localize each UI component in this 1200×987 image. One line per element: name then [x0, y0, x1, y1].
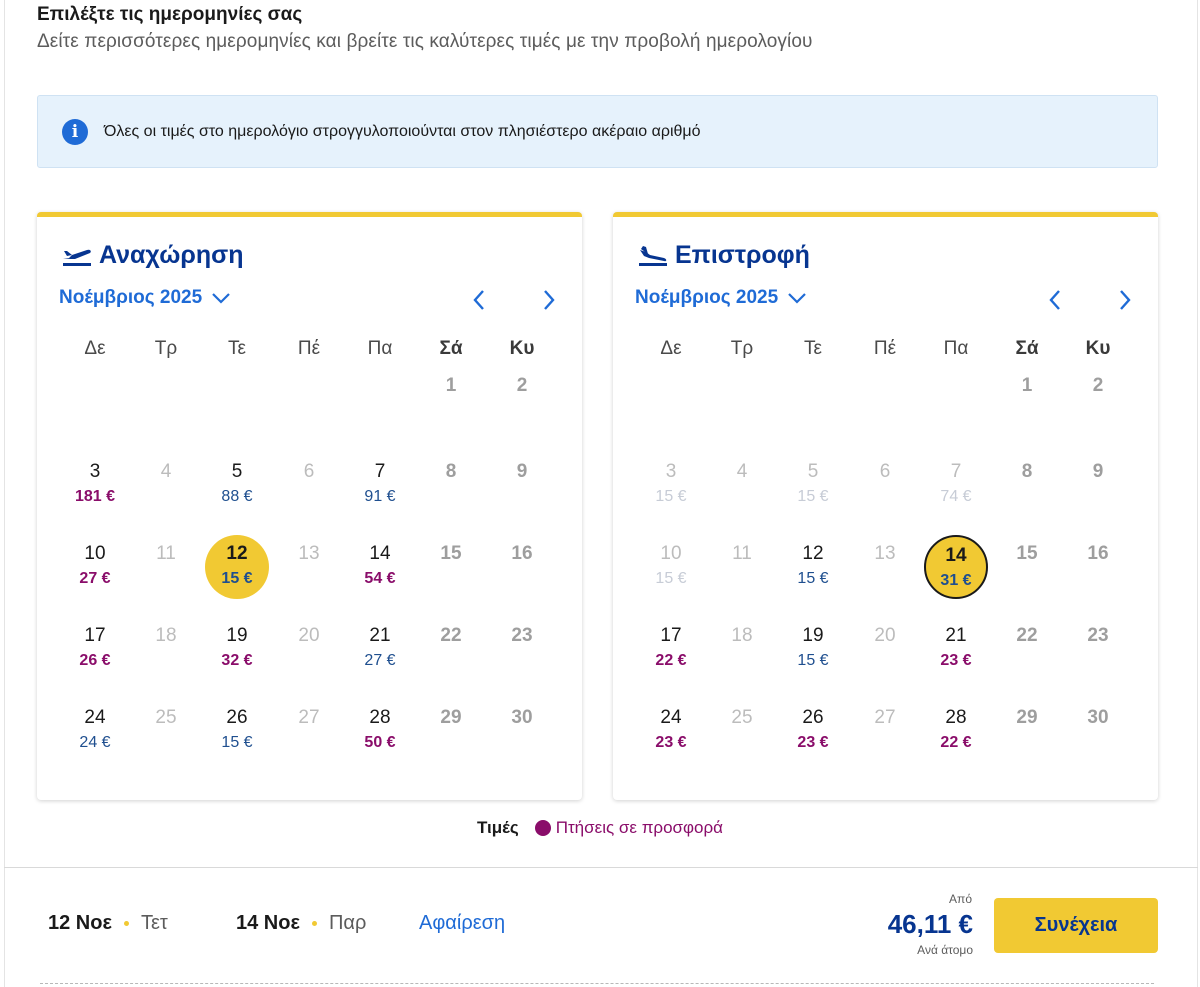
day-number: 2 — [1092, 375, 1104, 396]
return-calendar — [613, 212, 1158, 800]
day-price: 27 € — [79, 570, 111, 587]
day-cell[interactable] — [781, 699, 845, 763]
day-number: 4 — [736, 461, 748, 482]
departure-title — [61, 241, 244, 270]
day-number: 14 — [945, 545, 967, 566]
return-weekday: Παρ — [328, 912, 367, 934]
day-number: 24 — [84, 707, 106, 728]
day-cell[interactable] — [639, 699, 703, 763]
return-summary — [236, 912, 366, 935]
day-price: 15 € — [797, 488, 829, 505]
day-cell[interactable] — [348, 699, 412, 763]
return-month-label: Νοέμβριος 2025 — [635, 287, 779, 308]
day-price: 50 € — [364, 734, 396, 751]
day-price: 15 € — [655, 570, 687, 587]
day-number: 30 — [1087, 707, 1109, 728]
day-price: 15 € — [655, 488, 687, 505]
day-price: 32 € — [221, 652, 253, 669]
dot-separator — [312, 921, 317, 926]
day-number: 29 — [1016, 707, 1038, 728]
day-cell — [853, 699, 917, 763]
day-number: 26 — [226, 707, 248, 728]
day-number: 12 — [802, 543, 824, 564]
weekday-header: Τε — [804, 338, 822, 359]
day-number: 12 — [226, 543, 248, 564]
day-number: 21 — [945, 625, 967, 646]
day-number: 5 — [231, 461, 243, 482]
info-text: Όλες οι τιμές στο ημερολόγιο στρογγυλοποιούνται στον πλησιέστερο ακέραιο αριθμό — [104, 122, 701, 140]
weekday-header: Δε — [660, 338, 682, 359]
day-price: 23 € — [940, 652, 972, 669]
weekday-header: Πα — [943, 338, 969, 359]
info-icon: i — [62, 119, 88, 145]
day-number: 9 — [1092, 461, 1104, 482]
day-cell — [490, 617, 554, 681]
day-number: 29 — [440, 707, 462, 728]
day-cell — [995, 367, 1059, 431]
day-cell — [277, 699, 341, 763]
day-cell — [490, 453, 554, 517]
day-cell — [924, 453, 988, 517]
day-number: 22 — [1016, 625, 1038, 646]
day-number: 6 — [879, 461, 891, 482]
day-cell — [490, 535, 554, 599]
day-price: 15 € — [797, 570, 829, 587]
day-price: 31 € — [940, 572, 972, 589]
day-number: 15 — [1016, 543, 1038, 564]
chevron-left-icon — [471, 288, 487, 312]
day-cell — [134, 617, 198, 681]
day-number: 4 — [160, 461, 172, 482]
day-number: 20 — [874, 625, 896, 646]
day-cell[interactable] — [205, 699, 269, 763]
day-cell[interactable] — [63, 535, 127, 599]
day-number: 17 — [84, 625, 106, 646]
day-cell — [419, 617, 483, 681]
day-cell — [134, 699, 198, 763]
day-number: 27 — [874, 707, 896, 728]
plane-takeoff-icon — [61, 245, 93, 267]
day-number: 23 — [511, 625, 533, 646]
day-number: 28 — [945, 707, 967, 728]
weekday-header: Πα — [367, 338, 393, 359]
day-cell[interactable] — [924, 699, 988, 763]
day-number: 18 — [155, 625, 177, 646]
departure-next-month-button[interactable] — [537, 287, 561, 313]
weekday-header: Τρ — [730, 338, 754, 359]
dashed-divider — [40, 983, 1154, 984]
remove-dates-link[interactable]: Αφαίρεση — [419, 912, 506, 934]
plane-landing-icon — [637, 245, 669, 267]
day-cell — [995, 699, 1059, 763]
price-legend — [0, 818, 1200, 838]
day-cell[interactable] — [63, 617, 127, 681]
day-number: 16 — [511, 543, 533, 564]
day-number: 1 — [445, 375, 457, 396]
day-number: 14 — [369, 543, 391, 564]
departure-title-label: Αναχώρηση — [99, 241, 244, 269]
continue-button[interactable]: Συνέχεια — [994, 898, 1158, 953]
day-number: 17 — [660, 625, 682, 646]
day-number: 26 — [802, 707, 824, 728]
day-number: 22 — [440, 625, 462, 646]
day-cell[interactable] — [348, 617, 412, 681]
day-number: 19 — [226, 625, 248, 646]
day-number: 7 — [374, 461, 386, 482]
day-cell — [1066, 699, 1130, 763]
day-number: 24 — [660, 707, 682, 728]
total-price: 46,11 € — [887, 909, 973, 939]
weekday-header: Πέ — [873, 338, 897, 359]
outbound-summary — [48, 912, 168, 935]
day-cell — [710, 453, 774, 517]
day-cell — [853, 535, 917, 599]
day-cell — [1066, 617, 1130, 681]
day-number: 5 — [807, 461, 819, 482]
dot-separator — [124, 921, 129, 926]
weekday-header: Κυ — [509, 338, 535, 359]
legend-offer-text: Πτήσεις σε προσφορά — [555, 818, 724, 837]
chevron-right-icon — [541, 288, 557, 312]
departure-calendar — [37, 212, 582, 800]
day-cell[interactable] — [781, 535, 845, 599]
day-price: 26 € — [79, 652, 111, 669]
chevron-left-icon — [1047, 288, 1063, 312]
weekday-header: Πέ — [297, 338, 321, 359]
departure-month-select[interactable] — [59, 287, 232, 309]
day-cell — [277, 453, 341, 517]
day-price: 15 € — [221, 734, 253, 751]
page-subtitle: Δείτε περισσότερες ημερομηνίες και βρείτε τις καλύτερες τιμές με την προβολή ημερολογίου — [37, 31, 813, 52]
per-person-label: Ανά άτομο — [917, 943, 973, 957]
footer-divider — [4, 867, 1198, 868]
price-from-label: Από — [949, 892, 972, 906]
day-cell — [277, 535, 341, 599]
offer-dot-icon — [535, 820, 551, 836]
day-cell — [853, 617, 917, 681]
day-cell — [134, 453, 198, 517]
weekday-header: Δε — [84, 338, 106, 359]
day-cell[interactable] — [205, 453, 269, 517]
day-number: 16 — [1087, 543, 1109, 564]
day-number: 13 — [874, 543, 896, 564]
day-number: 20 — [298, 625, 320, 646]
day-cell — [419, 367, 483, 431]
day-cell — [490, 699, 554, 763]
day-cell — [995, 535, 1059, 599]
outbound-weekday: Τετ — [140, 912, 168, 934]
day-cell — [419, 699, 483, 763]
day-price: 91 € — [364, 488, 396, 505]
return-date: 14 Νοε — [236, 912, 300, 934]
day-price: 54 € — [364, 570, 396, 587]
day-price: 15 € — [797, 652, 829, 669]
day-number: 19 — [802, 625, 824, 646]
day-cell-selected[interactable] — [924, 535, 988, 599]
day-cell[interactable] — [205, 617, 269, 681]
day-cell[interactable] — [63, 699, 127, 763]
day-cell — [639, 453, 703, 517]
day-number: 3 — [665, 461, 677, 482]
day-number: 11 — [732, 543, 752, 564]
day-cell — [710, 617, 774, 681]
day-price: 23 € — [655, 734, 687, 751]
day-cell[interactable] — [781, 617, 845, 681]
day-number: 3 — [89, 461, 101, 482]
weekday-header: Σά — [1015, 338, 1039, 359]
day-number: 15 — [440, 543, 462, 564]
day-cell — [995, 617, 1059, 681]
day-number: 6 — [303, 461, 315, 482]
day-price: 88 € — [221, 488, 253, 505]
day-price: 22 € — [655, 652, 687, 669]
day-price: 22 € — [940, 734, 972, 751]
day-number: 18 — [731, 625, 753, 646]
day-price: 24 € — [79, 734, 111, 751]
day-cell[interactable] — [924, 617, 988, 681]
day-cell[interactable] — [639, 617, 703, 681]
day-cell — [710, 535, 774, 599]
day-cell — [1066, 367, 1130, 431]
day-cell — [419, 535, 483, 599]
day-number: 13 — [298, 543, 320, 564]
day-cell — [639, 535, 703, 599]
day-cell — [781, 453, 845, 517]
outbound-date: 12 Νοε — [48, 912, 112, 934]
page-title: Επιλέξτε τις ημερομηνίες σας — [37, 4, 303, 25]
day-cell — [419, 453, 483, 517]
day-number: 1 — [1021, 375, 1033, 396]
day-number: 11 — [156, 543, 176, 564]
day-price: 27 € — [364, 652, 396, 669]
day-number: 30 — [511, 707, 533, 728]
day-price: 15 € — [221, 570, 253, 587]
day-number: 28 — [369, 707, 391, 728]
day-number: 10 — [660, 543, 682, 564]
departure-prev-month-button[interactable] — [467, 287, 491, 313]
day-cell[interactable] — [348, 453, 412, 517]
chevron-down-icon — [210, 291, 232, 305]
day-cell — [1066, 453, 1130, 517]
day-number: 8 — [1021, 461, 1033, 482]
departure-month-label: Νοέμβριος 2025 — [59, 287, 203, 308]
return-title — [637, 241, 810, 270]
return-next-month-button[interactable] — [1113, 287, 1137, 313]
day-cell — [710, 699, 774, 763]
day-number: 23 — [1087, 625, 1109, 646]
day-cell[interactable] — [348, 535, 412, 599]
legend-label: Τιμές — [476, 818, 519, 837]
day-price: 74 € — [940, 488, 972, 505]
day-cell — [490, 367, 554, 431]
day-cell — [134, 535, 198, 599]
day-cell — [277, 617, 341, 681]
day-cell-selected[interactable] — [205, 535, 269, 599]
day-number: 25 — [155, 707, 177, 728]
day-number: 8 — [445, 461, 457, 482]
day-number: 27 — [298, 707, 320, 728]
day-number: 10 — [84, 543, 106, 564]
day-number: 2 — [516, 375, 528, 396]
info-banner — [37, 95, 1158, 168]
weekday-header: Κυ — [1085, 338, 1111, 359]
day-number: 7 — [950, 461, 962, 482]
weekday-header: Σά — [439, 338, 463, 359]
day-number: 25 — [731, 707, 753, 728]
day-cell — [995, 453, 1059, 517]
return-title-label: Επιστροφή — [675, 241, 810, 269]
day-cell[interactable] — [63, 453, 127, 517]
day-price: 181 € — [74, 488, 116, 505]
day-number: 21 — [369, 625, 391, 646]
day-price: 23 € — [797, 734, 829, 751]
day-number: 9 — [516, 461, 528, 482]
return-month-select[interactable] — [635, 287, 808, 309]
day-cell — [1066, 535, 1130, 599]
weekday-header: Τρ — [154, 338, 178, 359]
weekday-header: Τε — [228, 338, 246, 359]
chevron-down-icon — [786, 291, 808, 305]
day-cell — [853, 453, 917, 517]
chevron-right-icon — [1117, 288, 1133, 312]
return-prev-month-button[interactable] — [1043, 287, 1067, 313]
